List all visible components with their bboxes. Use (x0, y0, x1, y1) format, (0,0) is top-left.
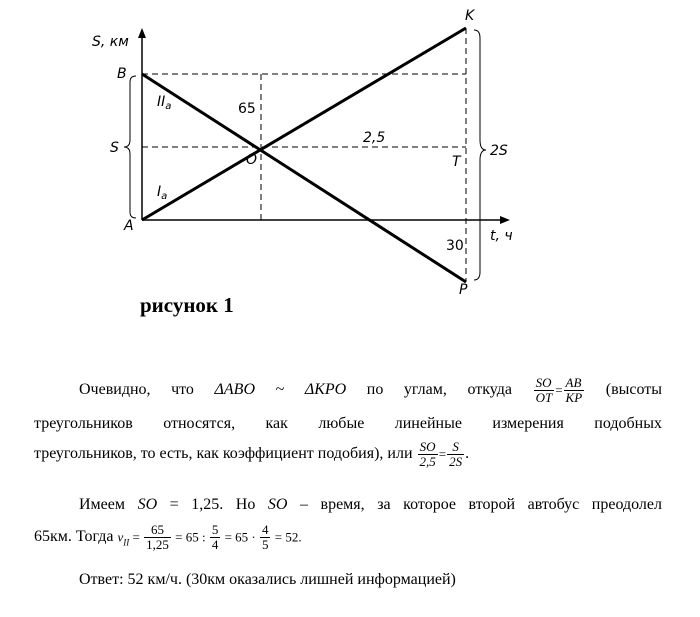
line-bp (142, 74, 466, 282)
paragraph-2-line-1: Имеем SO = 1,25. Но SO – время, за которое второй автобус преодолел (79, 496, 663, 513)
point-o-label: O (246, 152, 258, 168)
fraction-so-2-5: $\frac{SO}{2,5}$ (419, 439, 436, 469)
point-b-label: B (117, 66, 127, 82)
figure-caption: рисунок 1 (140, 293, 234, 317)
paragraph-2-line-2: 65км. Тогда $v_{II}$ = $\frac{65}{1,25}$ = 65 : $\frac{5}{4}$ = 65 · $\frac{4}{5}$ = 52. (34, 522, 302, 552)
paragraph-1-line-1: Очевидно, что ΔABO ~ ΔKPO по углам, откуда $\frac{SO}{OT}$ = $\frac{AB}{KP}$ (высоты (79, 375, 663, 405)
paragraph-1-line-3: треугольников, то есть, как коэффициент подобия), или $\frac{SO}{2,5}$ = $\frac{S}{2S}$ . (34, 439, 470, 469)
point-a-label: A (124, 218, 134, 234)
brace-s (124, 76, 136, 218)
fraction-4-5: $\frac{4}{5}$ (261, 522, 269, 552)
axis-x-label: t, ч (490, 228, 513, 244)
brace-2s (474, 30, 486, 280)
value-2-5-label: 2,5 (363, 130, 386, 146)
line-ak (142, 28, 466, 220)
point-t-label: T (452, 154, 461, 170)
segment-2s-label: 2S (490, 143, 508, 159)
fraction-65-1-25: $\frac{65}{1,25}$ (146, 522, 169, 552)
line-i-label: $I_a$ (157, 184, 168, 202)
y-axis-arrow (138, 28, 146, 38)
axis-y-label: S, км (92, 34, 129, 50)
fraction-so-ot: $\frac{SO}{OT}$ (535, 375, 553, 405)
value-30-label: 30 (446, 238, 464, 254)
answer-line: Ответ: 52 км/ч. (30км оказались лишней информацией) (79, 571, 456, 588)
fraction-s-2s: $\frac{S}{2S}$ (449, 439, 463, 469)
segment-s-label: S (110, 140, 119, 156)
fraction-ab-kp: $\frac{AB}{KP}$ (565, 375, 583, 405)
point-k-label: K (465, 8, 475, 24)
paragraph-1-line-2: треугольников относятся, как любые линейные измерения подобных (34, 415, 662, 432)
fraction-5-4: $\frac{5}{4}$ (211, 522, 219, 552)
value-65-label: 65 (238, 101, 256, 117)
point-p-label: P (459, 282, 468, 298)
line-ii-label: $II_a$ (157, 94, 172, 112)
x-axis-arrow (500, 216, 510, 224)
